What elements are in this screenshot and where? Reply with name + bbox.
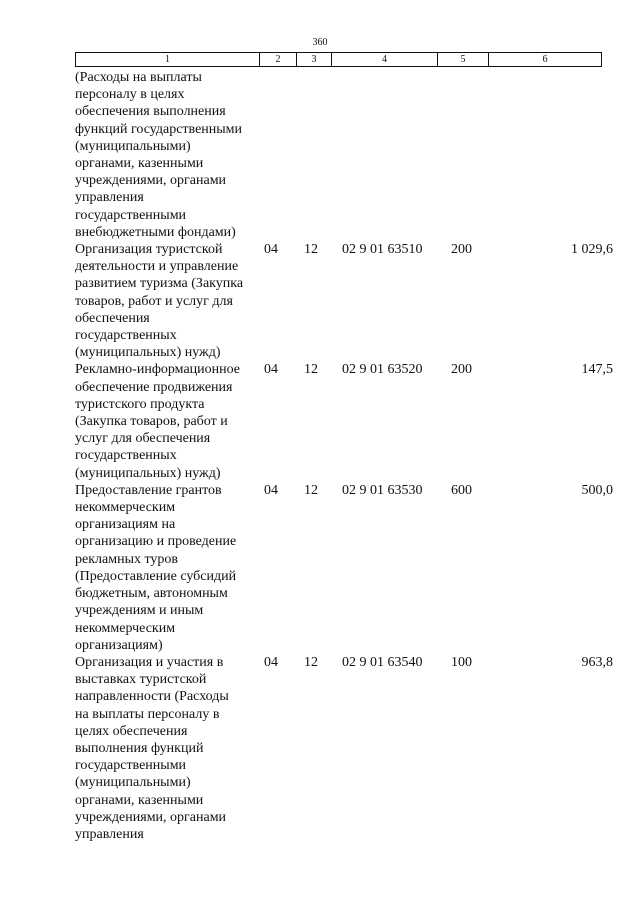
row-expense-type [447, 69, 501, 241]
row-section [258, 69, 300, 241]
table-row [75, 69, 615, 241]
row-target-item: 02 9 01 63530 [342, 482, 423, 498]
row-section: 04 [264, 362, 278, 378]
row-description: Организация и участия в выставках туристской направленности (Расходы на выплаты персоналу в целях обеспечения выполнения функций государственными (муниципальными) органами, казенными учреждениями, органами управления [75, 654, 229, 842]
row-description: Предоставление грантов некоммерческим организациям на организацию и проведение рекламных туров (Предоставление субсидий бюджетным, автономным учреждениям и иным некоммерческим организациям) [75, 482, 237, 653]
table-row [75, 654, 615, 843]
budget-table [75, 69, 615, 843]
row-target-item: 02 9 01 63540 [342, 654, 423, 670]
row-subsection: 12 [304, 654, 318, 670]
column-number-header [75, 52, 602, 67]
row-subsection: 12 [304, 242, 318, 258]
table-row [75, 482, 615, 654]
row-expense-type: 100 [451, 654, 472, 670]
row-description: Организация туристской деятельности и управление развитием туризма (Закупка товаров, работ и услуг для обеспечения государственных (муниципальных) нужд) [75, 242, 244, 361]
row-section: 04 [264, 654, 278, 670]
page-number: 360 [312, 37, 328, 48]
row-expense-type: 600 [451, 482, 472, 498]
column-header-5: 5 [438, 53, 489, 67]
column-header-2: 2 [260, 53, 297, 67]
row-section: 04 [264, 482, 278, 498]
row-expense-type: 200 [451, 242, 472, 258]
row-expense-type: 200 [451, 362, 472, 378]
row-description: (Расходы на выплаты персоналу в целях обеспечения выполнения функций государственными (муниципальными) органами, казенными учреждениями, органами управления государственными внебюджетными фондами) [75, 70, 243, 240]
row-subsection: 12 [304, 362, 318, 378]
column-header-6: 6 [489, 53, 602, 67]
header-row [76, 53, 602, 67]
row-target-item [338, 69, 447, 241]
row-section: 04 [264, 242, 278, 258]
row-amount [501, 69, 615, 241]
row-amount: 963,8 [581, 654, 613, 670]
row-amount: 500,0 [581, 482, 613, 498]
table-row [75, 361, 615, 481]
column-header-1: 1 [76, 53, 260, 67]
row-target-item: 02 9 01 63520 [342, 362, 423, 378]
row-amount: 147,5 [581, 362, 613, 378]
column-header-4: 4 [332, 53, 438, 67]
row-subsection [300, 69, 338, 241]
row-subsection: 12 [304, 482, 318, 498]
row-target-item: 02 9 01 63510 [342, 242, 423, 258]
column-header-3: 3 [297, 53, 332, 67]
row-amount: 1 029,6 [571, 242, 613, 258]
row-description: Рекламно-информационное обеспечение продвижения туристского продукта (Закупка товаров, работ и услуг для обеспечения государственных (муниципальных) нужд) [75, 362, 241, 481]
table-row [75, 241, 615, 361]
